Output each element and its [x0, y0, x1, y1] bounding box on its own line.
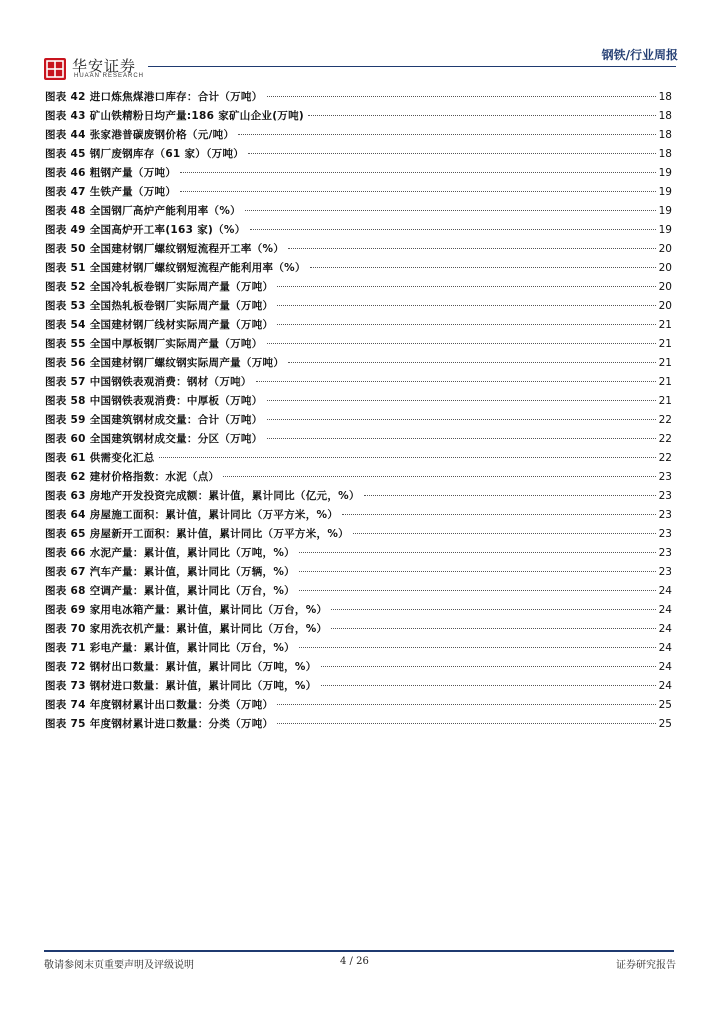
toc-entry[interactable]: [45, 696, 672, 715]
toc-entry-page: 24: [658, 661, 672, 673]
toc-entry-title: 图表 64 房屋施工面积：累计值，累计同比（万平方米，%）: [45, 509, 339, 521]
toc-entry-page: 25: [658, 718, 672, 730]
toc-entry-page: 24: [658, 642, 672, 654]
toc-entry-title: 图表 71 彩电产量：累计值，累计同比（万台，%）: [45, 642, 295, 654]
toc-entry-title: 图表 74 年度钢材累计出口数量：分类（万吨）: [45, 699, 274, 711]
toc-entry-page: 19: [658, 167, 672, 179]
toc-entry[interactable]: [45, 297, 672, 316]
toc-entry[interactable]: [45, 278, 672, 297]
toc-dot-leader: [267, 419, 656, 420]
toc-entry-page: 24: [658, 680, 672, 692]
toc-entry[interactable]: [45, 563, 672, 582]
toc-dot-leader: [277, 704, 656, 705]
toc-dot-leader: [308, 115, 656, 116]
toc-dot-leader: [223, 476, 656, 477]
toc-dot-leader: [299, 571, 656, 572]
toc-entry[interactable]: [45, 373, 672, 392]
toc-dot-leader: [267, 96, 656, 97]
toc-entry-title: 图表 56 全国建材钢厂螺纹钢实际周产量（万吨）: [45, 357, 285, 369]
table-of-figures: [45, 88, 672, 734]
toc-entry-page: 23: [658, 547, 672, 559]
toc-entry-page: 20: [658, 262, 672, 274]
toc-dot-leader: [159, 457, 656, 458]
toc-entry-title: 图表 69 家用电冰箱产量：累计值，累计同比（万台，%）: [45, 604, 328, 616]
toc-entry-title: 图表 65 房屋新开工面积：累计值，累计同比（万平方米，%）: [45, 528, 349, 540]
toc-dot-leader: [288, 248, 656, 249]
toc-entry[interactable]: [45, 449, 672, 468]
toc-entry-page: 21: [658, 395, 672, 407]
toc-entry-title: 图表 47 生铁产量（万吨）: [45, 186, 177, 198]
toc-entry[interactable]: [45, 335, 672, 354]
toc-dot-leader: [342, 514, 656, 515]
toc-entry-title: 图表 55 全国中厚板钢厂实际周产量（万吨）: [45, 338, 263, 350]
toc-dot-leader: [250, 229, 656, 230]
toc-entry[interactable]: [45, 658, 672, 677]
toc-dot-leader: [299, 647, 656, 648]
toc-entry-page: 23: [658, 566, 672, 578]
toc-entry-title: 图表 52 全国冷轧板卷钢厂实际周产量（万吨）: [45, 281, 274, 293]
toc-entry-title: 图表 62 建材价格指数：水泥（点）: [45, 471, 220, 483]
toc-entry-title: 图表 48 全国钢厂高炉产能利用率（%）: [45, 205, 241, 217]
toc-dot-leader: [364, 495, 656, 496]
toc-entry-page: 23: [658, 490, 672, 502]
toc-dot-leader: [267, 343, 656, 344]
toc-entry-page: 24: [658, 623, 672, 635]
toc-entry-title: 图表 44 张家港普碳废钢价格（元/吨）: [45, 129, 235, 141]
toc-entry[interactable]: [45, 88, 672, 107]
toc-entry[interactable]: [45, 145, 672, 164]
toc-entry[interactable]: [45, 354, 672, 373]
toc-dot-leader: [321, 685, 656, 686]
toc-entry[interactable]: [45, 506, 672, 525]
toc-entry-title: 图表 45 钢厂废钢库存（61 家）（万吨）: [45, 148, 245, 160]
toc-entry-title: 图表 54 全国建材钢厂线材实际周产量（万吨）: [45, 319, 274, 331]
toc-entry-page: 18: [658, 148, 672, 160]
toc-entry[interactable]: [45, 715, 672, 734]
toc-entry-page: 24: [658, 585, 672, 597]
toc-entry-page: 19: [658, 205, 672, 217]
toc-dot-leader: [277, 723, 656, 724]
report-type: 证券研究报告: [616, 960, 676, 971]
header-divider: [148, 66, 676, 67]
toc-entry[interactable]: [45, 316, 672, 335]
toc-entry-page: 18: [658, 91, 672, 103]
toc-entry-page: 21: [658, 319, 672, 331]
logo-text-en: HUAAN RESEARCH: [74, 73, 145, 79]
toc-dot-leader: [245, 210, 656, 211]
toc-entry[interactable]: [45, 544, 672, 563]
toc-dot-leader: [299, 590, 656, 591]
toc-entry-title: 图表 72 钢材出口数量：累计值，累计同比（万吨，%）: [45, 661, 317, 673]
toc-entry-title: 图表 59 全国建筑钢材成交量：合计（万吨）: [45, 414, 263, 426]
toc-dot-leader: [256, 381, 656, 382]
toc-entry-title: 图表 42 进口炼焦煤港口库存：合计（万吨）: [45, 91, 263, 103]
toc-entry-title: 图表 61 供需变化汇总: [45, 452, 155, 464]
toc-dot-leader: [299, 552, 656, 553]
toc-entry-title: 图表 63 房地产开发投资完成额：累计值，累计同比（亿元，%）: [45, 490, 360, 502]
toc-entry[interactable]: [45, 259, 672, 278]
toc-dot-leader: [321, 666, 656, 667]
toc-entry-title: 图表 43 矿山铁精粉日均产量:186 家矿山企业(万吨): [45, 110, 304, 122]
toc-entry[interactable]: [45, 392, 672, 411]
toc-dot-leader: [331, 609, 656, 610]
toc-entry[interactable]: [45, 107, 672, 126]
toc-entry-page: 20: [658, 300, 672, 312]
toc-entry[interactable]: [45, 430, 672, 449]
toc-entry-title: 图表 67 汽车产量：累计值，累计同比（万辆，%）: [45, 566, 295, 578]
toc-entry[interactable]: [45, 639, 672, 658]
toc-entry-title: 图表 66 水泥产量：累计值，累计同比（万吨，%）: [45, 547, 295, 559]
toc-entry-page: 24: [658, 604, 672, 616]
toc-entry-title: 图表 57 中国钢铁表观消费：钢材（万吨）: [45, 376, 252, 388]
toc-dot-leader: [288, 362, 656, 363]
toc-entry[interactable]: [45, 240, 672, 259]
toc-entry-page: 23: [658, 509, 672, 521]
page-number: 4 / 26: [340, 956, 369, 967]
toc-entry-title: 图表 53 全国热轧板卷钢厂实际周产量（万吨）: [45, 300, 274, 312]
toc-entry-page: 22: [658, 414, 672, 426]
toc-entry[interactable]: [45, 411, 672, 430]
toc-entry-page: 20: [658, 243, 672, 255]
toc-entry-page: 23: [658, 471, 672, 483]
toc-entry[interactable]: [45, 582, 672, 601]
toc-entry[interactable]: [45, 183, 672, 202]
toc-dot-leader: [267, 438, 656, 439]
toc-entry[interactable]: [45, 164, 672, 183]
toc-entry[interactable]: [45, 525, 672, 544]
toc-dot-leader: [277, 305, 656, 306]
toc-entry-page: 25: [658, 699, 672, 711]
toc-entry-page: 19: [658, 224, 672, 236]
toc-dot-leader: [331, 628, 656, 629]
toc-entry-page: 21: [658, 357, 672, 369]
toc-entry[interactable]: [45, 126, 672, 145]
toc-dot-leader: [180, 172, 656, 173]
toc-dot-leader: [180, 191, 656, 192]
toc-entry-page: 22: [658, 452, 672, 464]
toc-entry[interactable]: [45, 601, 672, 620]
toc-entry-title: 图表 68 空调产量：累计值，累计同比（万台，%）: [45, 585, 295, 597]
toc-entry[interactable]: [45, 487, 672, 506]
huaan-logo-icon: [44, 58, 66, 80]
toc-entry-title: 图表 51 全国建材钢厂螺纹钢短流程产能利用率（%）: [45, 262, 306, 274]
toc-entry-title: 图表 73 钢材进口数量：累计值，累计同比（万吨，%）: [45, 680, 317, 692]
toc-entry-title: 图表 70 家用洗衣机产量：累计值，累计同比（万台，%）: [45, 623, 328, 635]
footer-disclaimer: 敬请参阅末页重要声明及评级说明: [44, 960, 194, 971]
logo-text-cn: 华安证券: [72, 57, 137, 75]
toc-entry-page: 20: [658, 281, 672, 293]
toc-entry-title: 图表 75 年度钢材累计进口数量：分类（万吨）: [45, 718, 274, 730]
toc-entry-title: 图表 46 粗钢产量（万吨）: [45, 167, 177, 179]
toc-entry-title: 图表 60 全国建筑钢材成交量：分区（万吨）: [45, 433, 263, 445]
toc-dot-leader: [248, 153, 656, 154]
toc-entry-title: 图表 50 全国建材钢厂螺纹钢短流程开工率（%）: [45, 243, 285, 255]
toc-entry-title: 图表 49 全国高炉开工率(163 家)（%）: [45, 224, 246, 236]
toc-entry[interactable]: [45, 221, 672, 240]
toc-entry[interactable]: [45, 468, 672, 487]
toc-entry-page: 18: [658, 110, 672, 122]
toc-entry[interactable]: [45, 202, 672, 221]
toc-dot-leader: [277, 324, 656, 325]
toc-entry-title: 图表 58 中国钢铁表观消费：中厚板（万吨）: [45, 395, 263, 407]
footer-divider: [44, 950, 674, 952]
toc-dot-leader: [277, 286, 656, 287]
toc-entry-page: 18: [658, 129, 672, 141]
page-header: [0, 0, 724, 92]
toc-dot-leader: [238, 134, 656, 135]
toc-entry-page: 23: [658, 528, 672, 540]
toc-entry[interactable]: [45, 620, 672, 639]
toc-entry[interactable]: [45, 677, 672, 696]
toc-entry-page: 21: [658, 338, 672, 350]
toc-dot-leader: [267, 400, 656, 401]
toc-entry-page: 19: [658, 186, 672, 198]
toc-entry-page: 21: [658, 376, 672, 388]
toc-dot-leader: [310, 267, 656, 268]
report-category: 钢铁/行业周报: [601, 48, 678, 62]
toc-entry-page: 22: [658, 433, 672, 445]
toc-dot-leader: [353, 533, 656, 534]
